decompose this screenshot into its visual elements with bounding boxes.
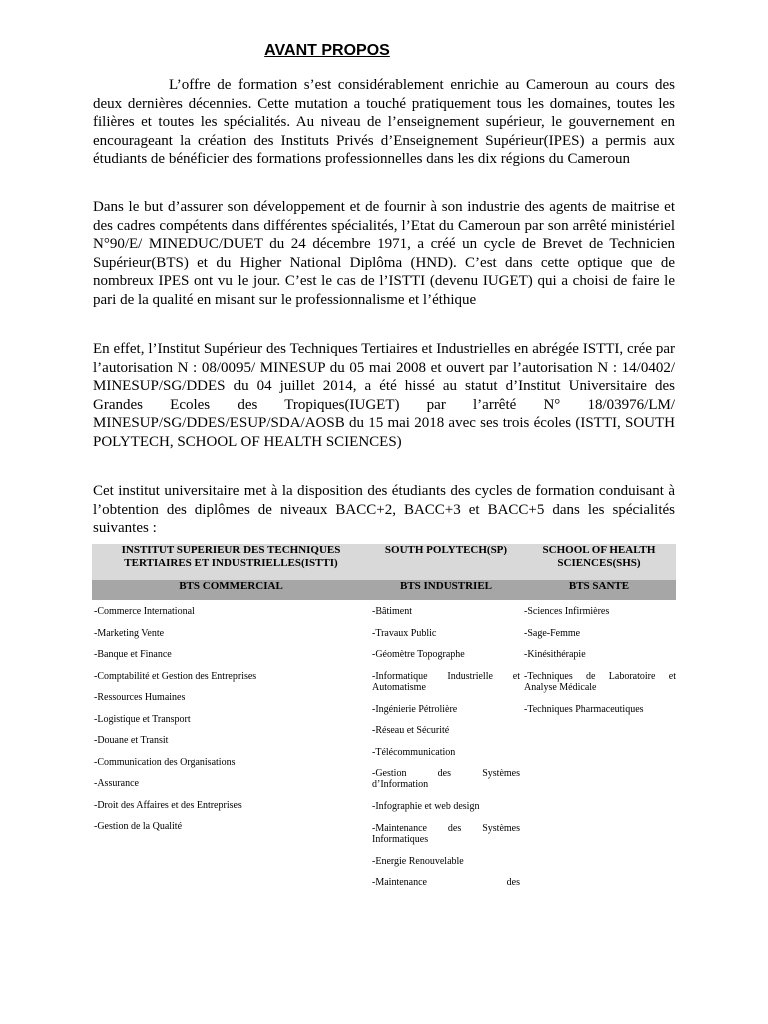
list-item: -Marketing Vente <box>94 627 165 639</box>
list-item: -Techniques Pharmaceutiques <box>524 703 644 715</box>
list-item: -Gestion des Systèmes d’Information <box>372 768 520 790</box>
list-item: -Télécommunication <box>372 746 456 758</box>
offer-paragraph: Cet institut universitaire met à la disposition des étudiants des cycles de formation conduisant à l’obtention des diplômes de niveaux BACC+2, BACC+3 et BACC+5 dans les spécialités suivantes : <box>93 483 675 537</box>
page-title <box>0 42 768 60</box>
program-header-row <box>92 580 676 600</box>
list-item: -Techniques de Laboratoire et Analyse Médicale <box>524 670 676 693</box>
list-item: -Informatique Industrielle et Automatisme <box>372 670 520 693</box>
formation-table <box>92 544 676 899</box>
institute-paragraph: En effet, l’Institut Supérieur des Techniques Tertiaires et Industrielles en abrégée ISTTI, crée par l’autorisation N : 08/0095/ MINESUP du 05 mai 2008 et ouvert par l’autorisation N : 14/0402/ MINESUP/SG/DDES du 04 juillet 2014, a été hissé au statut d’Institut Universitaire des Grandes Ecoles des Tropiques(IUGET) par l’arrêté N° 18/03976/LM/ MINESUP/SG/DDES/ESUP/SDA/AOSB du 15 mai 2018 avec ses trois écoles (ISTTI, SOUTH POLYTECH, SCHOOL OF HEALTH SCIENCES) <box>93 341 675 450</box>
list-item: -Assurance <box>94 778 139 789</box>
list-item: -Banque et Finance <box>94 649 172 660</box>
program-header-commercial: BTS COMMERCIAL <box>92 580 370 600</box>
list-item: -Maintenance des <box>372 877 520 888</box>
school-header-istti: INSTITUT SUPERIEUR DES TECHNIQUES TERTIAIRES ET INDUSTRIELLES(ISTTI) <box>92 544 370 580</box>
list-item: -Maintenance des Systèmes Informatiques <box>372 822 520 845</box>
intro-paragraph: L’offre de formation s’est considérablement enrichie au Cameroun au cours des deux dernières décennies. Cette mutation a touché pratiquement tous les domaines, toutes les filières et toutes les spécialités. Au niveau de l’enseignement supérieur, le gouvernement en encourageant la création des Instituts Privés d’Enseignement Supérieur(IPES) a permis aux étudiants de bénéficier des formations professionnelles dans les dix régions du Cameroun <box>93 77 675 168</box>
list-item: -Ressources Humaines <box>94 692 186 703</box>
list-item: -Douane et Transit <box>94 735 169 746</box>
history-paragraph: Dans le but d’assurer son développement et de fournir à son industrie des agents de maitrise et des cadres compétents dans différentes spécialités, l’Etat du Cameroun par son arrêté ministériel N°90/E/ MINEDUC/DUET du 24 décembre 1971, a créé un cycle de Brevet de Technicien Supérieur(BTS) et du Higher National Diplôma (HND). C’est dans cette optique que de nombreux IPES ont vu le jour. C’est le cas de l’ISTTI (devenu IUGET) qui a choisi de faire le pari de la qualité en misant sur le professionnalisme et l’éthique <box>93 199 675 308</box>
program-header-industriel: BTS INDUSTRIEL <box>370 580 522 600</box>
school-header-shs: SCHOOL OF HEALTH SCIENCES(SHS) <box>522 544 676 580</box>
list-item: -Géomètre Topographe <box>372 649 465 660</box>
list-item: -Kinésithérapie <box>524 649 586 660</box>
list-item: -Infographie et web design <box>372 801 480 812</box>
list-item: -Sage-Femme <box>524 627 581 639</box>
commercial-column <box>92 600 370 899</box>
program-header-sante: BTS SANTE <box>522 580 676 600</box>
list-item: -Sciences Infirmières <box>524 606 610 617</box>
list-item: -Bâtiment <box>372 606 412 617</box>
school-header-sp: SOUTH POLYTECH(SP) <box>370 544 522 580</box>
program-list-row <box>92 600 676 899</box>
list-item: -Gestion de la Qualité <box>94 821 183 832</box>
list-item: -Réseau et Sécurité <box>372 725 450 736</box>
list-item: -Travaux Public <box>372 627 437 639</box>
list-item: -Ingénierie Pétrolière <box>372 703 458 715</box>
sante-column <box>522 600 676 899</box>
list-item: -Energie Renouvelable <box>372 855 464 867</box>
page-title-text: AVANT PROPOS <box>264 42 390 59</box>
industriel-column <box>370 600 522 899</box>
list-item: -Communication des Organisations <box>94 756 236 768</box>
school-header-row <box>92 544 676 580</box>
list-item: -Commerce International <box>94 606 195 617</box>
list-item: -Comptabilité et Gestion des Entreprises <box>94 670 257 682</box>
list-item: -Logistique et Transport <box>94 713 191 725</box>
list-item: -Droit des Affaires et des Entreprises <box>94 799 242 811</box>
